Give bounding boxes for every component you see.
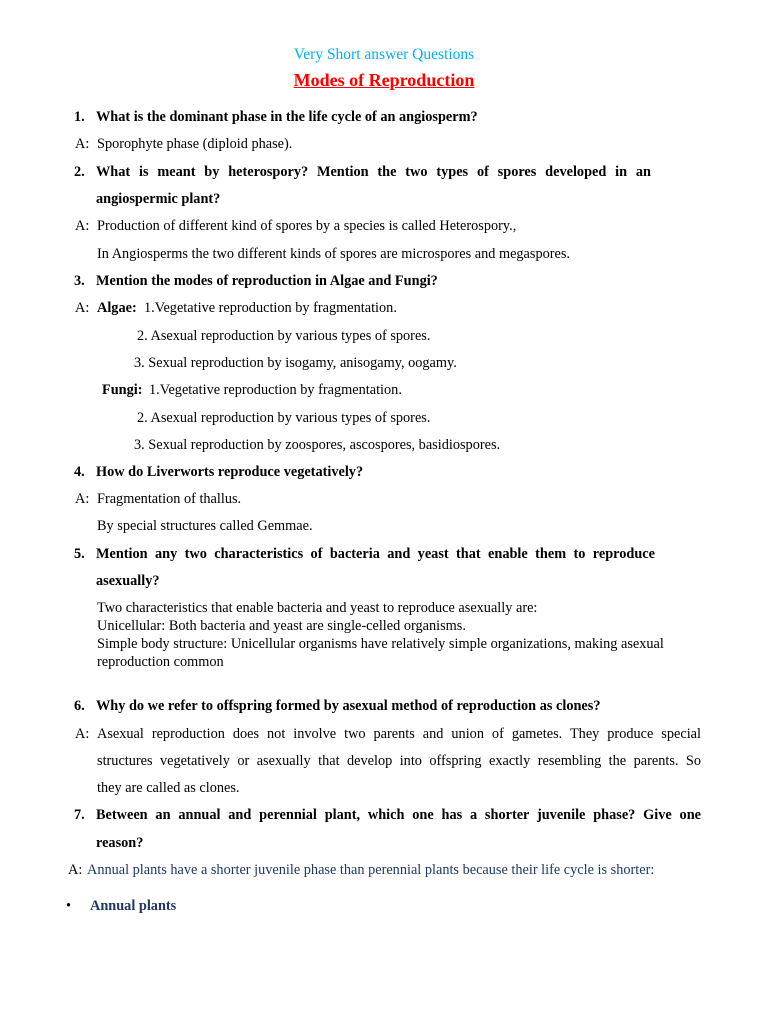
bullet-icon: • xyxy=(66,898,72,914)
answer-text: Simple body structure: Unicellular organisms have relatively simple organizations, making asexual xyxy=(97,636,664,652)
question-number: 3. xyxy=(74,273,85,289)
fungi-label: Fungi: xyxy=(102,382,143,398)
question-number: 5. xyxy=(74,546,85,562)
answer-text: Sporophyte phase (diploid phase). xyxy=(97,136,293,152)
answer-text: Annual plants have a shorter juvenile phase than perennial plants because their life cycle is shorter: xyxy=(87,862,655,878)
answer-text: 1.Vegetative reproduction by fragmentation. xyxy=(149,382,402,398)
question-text: How do Liverworts reproduce vegetatively? xyxy=(96,464,364,480)
question-text-line-1: What is meant by heterospory? Mention the two types of spores developed in an xyxy=(96,164,651,180)
answer-text: they are called as clones. xyxy=(97,780,240,796)
question-text-line-1: Between an annual and perennial plant, which one has a shorter juvenile phase? Give one xyxy=(96,807,701,823)
algae-label: Algae: xyxy=(97,300,137,316)
question-text-line-2: angiospermic plant? xyxy=(96,191,221,207)
question-number: 1. xyxy=(74,109,85,125)
answer-text: In Angiosperms the two different kinds of spores are microspores and megaspores. xyxy=(97,246,571,262)
answer-text: Two characteristics that enable bacteria and yeast to reproduce asexually are: xyxy=(97,600,538,616)
answer-label: A: xyxy=(68,862,83,878)
question-text-line-2: asexually? xyxy=(96,573,160,589)
answer-text: 3. Sexual reproduction by isogamy, anisogamy, oogamy. xyxy=(134,355,457,371)
answer-text: Production of different kind of spores by a species is called Heterospory., xyxy=(97,218,517,234)
answer-text: 2. Asexual reproduction by various types of spores. xyxy=(137,328,431,344)
answer-text: Asexual reproduction does not involve two parents and union of gametes. They produce special xyxy=(97,726,701,742)
answer-label: A: xyxy=(75,136,90,152)
subtitle: Very Short answer Questions xyxy=(293,46,475,63)
answer-label: A: xyxy=(75,218,90,234)
question-text-line-1: Mention any two characteristics of bacteria and yeast that enable them to reproduce xyxy=(96,546,655,562)
question-text: Mention the modes of reproduction in Algae and Fungi? xyxy=(96,273,438,289)
answer-text: structures vegetatively or asexually that develop into offspring exactly resembling the parents. So xyxy=(97,753,701,769)
question-text-line-2: reason? xyxy=(96,835,144,851)
answer-label: A: xyxy=(75,726,90,742)
answer-text: reproduction common xyxy=(97,654,224,670)
question-number: 2. xyxy=(74,164,85,180)
question-text: Why do we refer to offspring formed by asexual method of reproduction as clones? xyxy=(96,698,601,714)
question-text: What is the dominant phase in the life cycle of an angiosperm? xyxy=(96,109,478,125)
answer-text: 3. Sexual reproduction by zoospores, ascospores, basidiospores. xyxy=(134,437,501,453)
answer-text: By special structures called Gemmae. xyxy=(97,518,313,534)
answer-label: A: xyxy=(75,491,90,507)
bullet-item: Annual plants xyxy=(90,898,177,914)
answer-text: 1.Vegetative reproduction by fragmentation. xyxy=(144,300,397,316)
answer-label: A: xyxy=(75,300,90,316)
answer-text: 2. Asexual reproduction by various types of spores. xyxy=(137,410,431,426)
question-number: 6. xyxy=(74,698,85,714)
answer-text: Unicellular: Both bacteria and yeast are single-celled organisms. xyxy=(97,618,466,634)
question-number: 4. xyxy=(74,464,85,480)
answer-text: Fragmentation of thallus. xyxy=(97,491,242,507)
page-title: Modes of Reproduction xyxy=(293,70,475,90)
question-number: 7. xyxy=(74,807,85,823)
